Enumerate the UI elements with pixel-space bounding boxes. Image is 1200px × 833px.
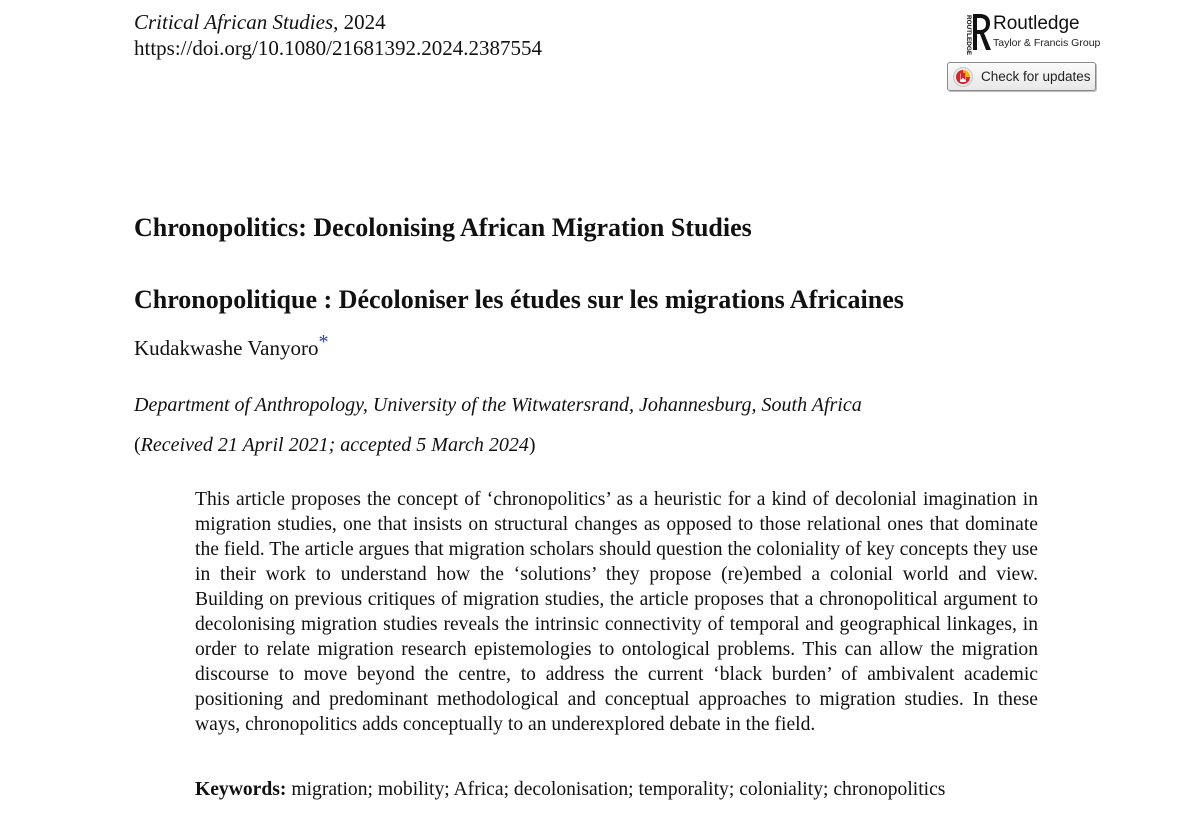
abstract-text: This article proposes the concept of ‘chronopolitics’ as a heuristic for a kind of decolonial imagination in migration studies, one that insists on structural changes as opposed to those relational ones that dominate the field. The article argues that migration scholars should question the coloniality of key concepts they use in their work to understand how the ‘solutions’ they propose (re)embed a colonial world and view. Building on previous critiques of migration studies, the article proposes that a chronopolitical argument to decolonising migration studies reveals the intrinsic connectivity of temporal and geographical linkages, in order to relate migration research epistemologies to ontological problems. This can allow the migration discourse to move beyond the centre, to address the current ‘black burden’ of ambivalent academic positioning and predominant methodological and conceptual approaches to migration studies. In these ways, chronopolitics adds conceptually to an underexplored debate in the field. <box>195 489 1038 735</box>
received-text: Received 21 April 2021; accepted 5 March 2024 <box>140 434 529 456</box>
author-name: Kudakwashe Vanyoro <box>134 336 319 360</box>
article-title-french: Chronopolitique : Décoloniser les études sur les migrations Africaines <box>134 285 904 314</box>
publisher-group: Taylor & Francis Group <box>993 37 1101 49</box>
check-for-updates-button[interactable] <box>947 62 1096 91</box>
check-for-updates-label: Check for updates <box>981 69 1091 84</box>
keywords-label: Keywords: <box>195 779 287 800</box>
routledge-vertical-text: ROUTLEDGE <box>965 15 972 56</box>
journal-name: Critical African Studies <box>134 10 334 34</box>
journal-year: , 2024 <box>333 10 386 34</box>
doi-line <box>134 36 542 61</box>
publisher-name: Routledge <box>993 13 1080 34</box>
crossmark-icon <box>953 67 973 87</box>
received-dates <box>134 432 536 458</box>
routledge-r-icon <box>970 12 992 52</box>
author-line <box>134 331 329 362</box>
keywords-line <box>195 777 945 802</box>
author-affiliation: Department of Anthropology, University of the Witwatersrand, Johannesburg, South Africa <box>134 394 862 416</box>
received-open-paren: ( <box>134 434 141 456</box>
article-title: Chronopolitics: Decolonising African Migration Studies <box>134 213 752 242</box>
received-close-paren: ) <box>528 434 536 456</box>
publisher-logo <box>958 10 1108 56</box>
doi-link[interactable]: https://doi.org/10.1080/21681392.2024.2387554 <box>134 36 542 60</box>
routledge-vertical-wordmark <box>958 13 972 56</box>
journal-citation <box>134 10 386 35</box>
keywords-list: migration; mobility; Africa; decolonisation; temporality; coloniality; chronopolitics <box>286 779 946 800</box>
author-footnote-marker[interactable]: * <box>318 331 329 353</box>
